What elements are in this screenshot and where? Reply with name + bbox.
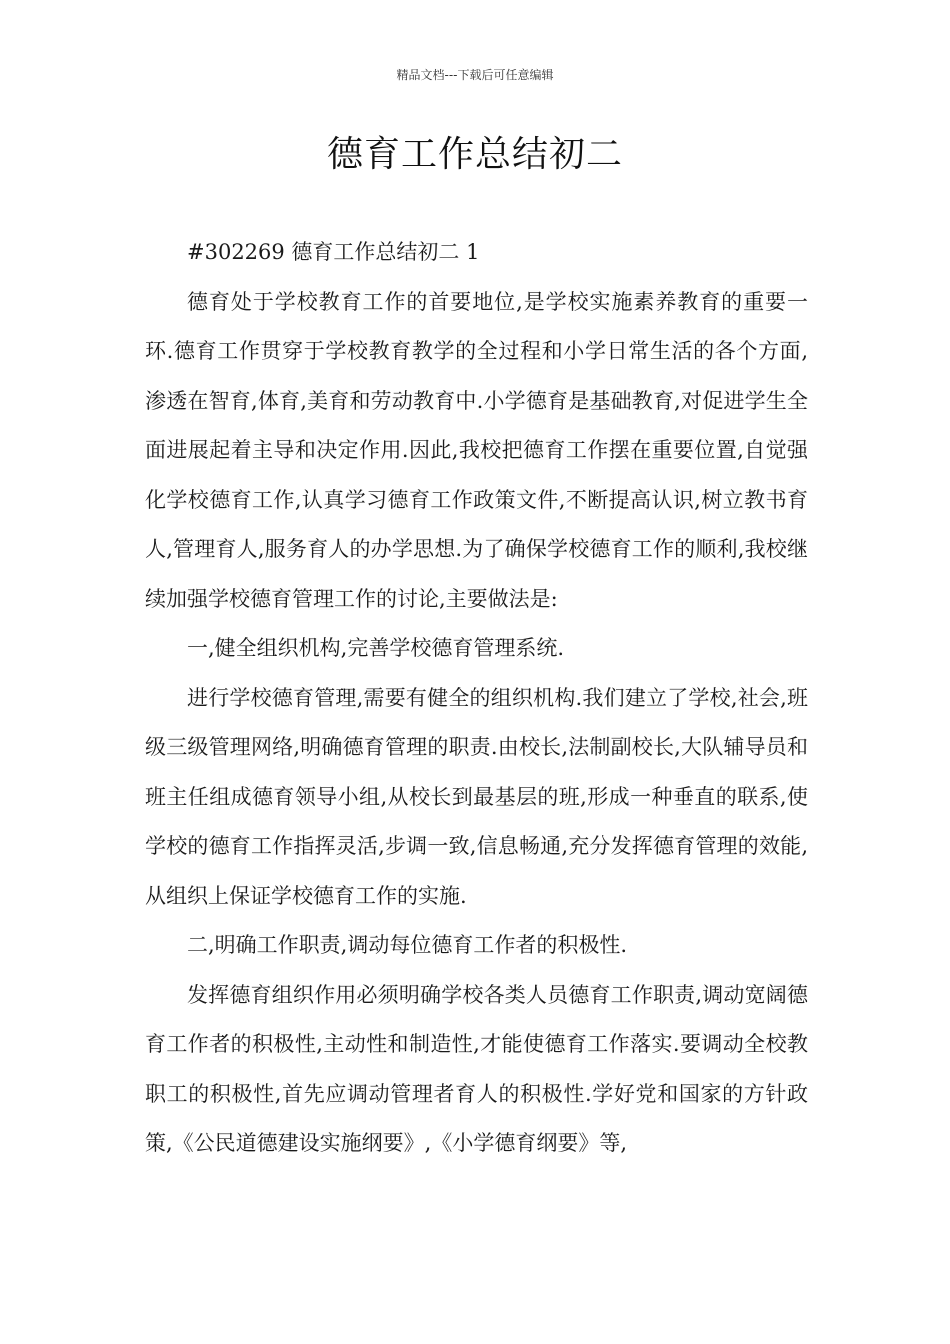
paragraph: 进行学校德育管理,需要有健全的组织机构.我们建立了学校,社会,班级三级管理网络,明确德育管理的职责.由校长,法制副校长,大队辅导员和班主任组成德育领导小组,从校长到最基层的班,形成一种垂直的联系,使学校的德育工作指挥灵活,步调一致,信息畅通,充分发挥德育管理的效能,从组织上保证学校德育工作的实施. [145,685,808,908]
document-body [145,228,808,1169]
page-header: 精品文档---下载后可任意编辑 [396,68,554,82]
section-heading: 二,明确工作职责,调动每位德育工作者的积极性. [187,933,628,957]
section-heading: 一,健全组织机构,完善学校德育管理系统. [187,636,565,660]
paragraph: #302269 德育工作总结初二 1 [187,240,480,264]
paragraph: 德育处于学校教育工作的首要地位,是学校实施素养教育的重要一环.德育工作贯穿于学校教育教学的全过程和小学日常生活的各个方面,渗透在智育,体育,美育和劳动教育中.小学德育是基础教育,对促进学生全面进展起着主导和决定作用.因此,我校把德育工作摆在重要位置,自觉强化学校德育工作,认真学习德育工作政策文件,不断提高认识,树立教书育人,管理育人,服务育人的办学思想.为了确保学校德育工作的顺利,我校继续加强学校德育管理工作的讨论,主要做法是: [145,289,808,611]
document-title: 德育工作总结初二 [326,134,623,175]
paragraph: 发挥德育组织作用必须明确学校各类人员德育工作职责,调动宽阔德育工作者的积极性,主动性和制造性,才能使德育工作落实.要调动全校教职工的积极性,首先应调动管理者育人的积极性.学好党和国家的方针政策,《公民道德建设实施纲要》,《小学德育纲要》等, [145,982,808,1155]
